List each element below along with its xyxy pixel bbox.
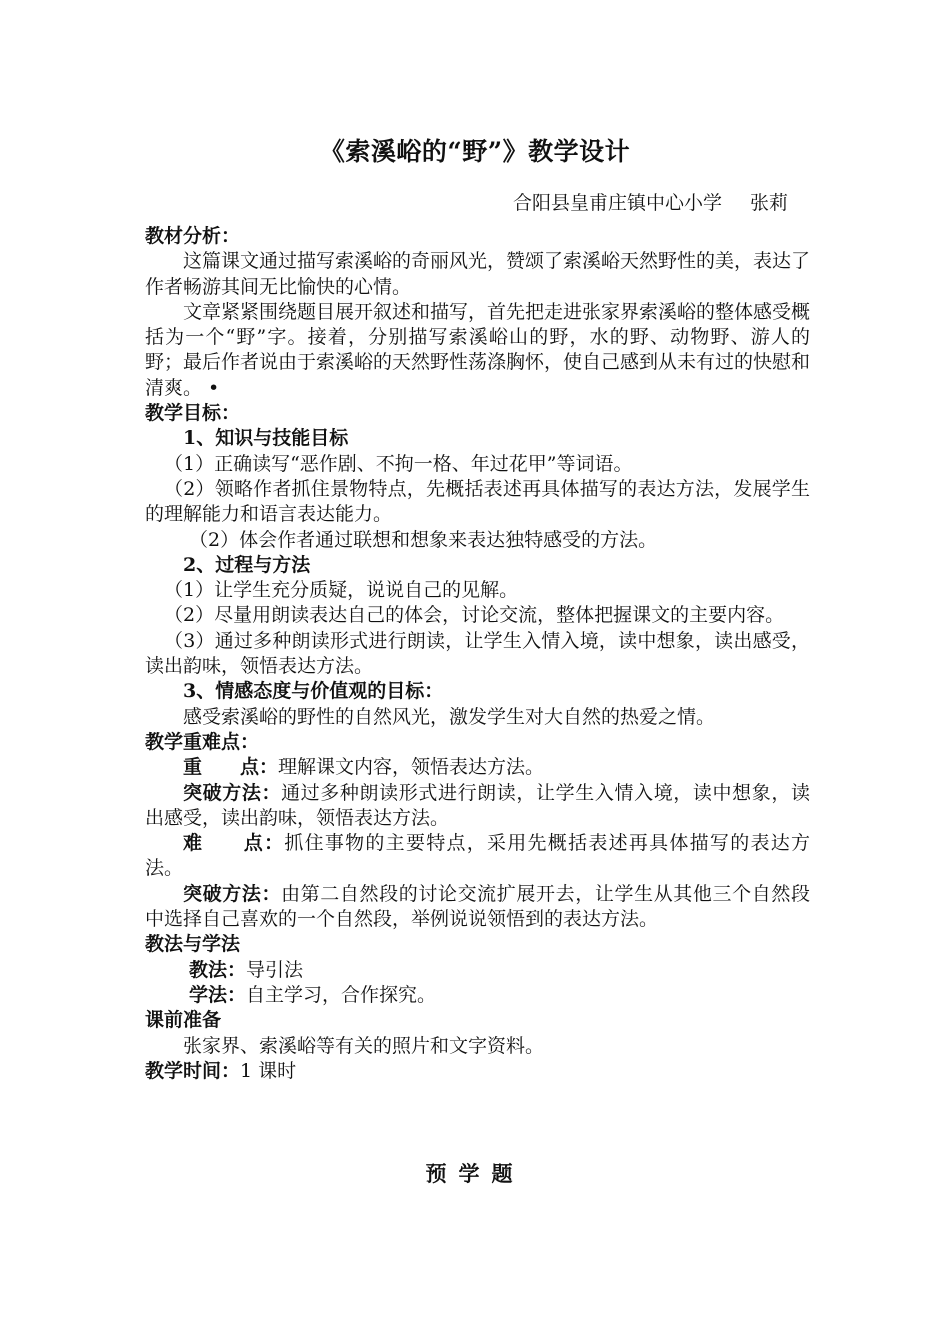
goal2-item-c: （3）通过多种朗读形式进行朗读，让学生入情入境，读中想象，读出感受，读出韵味，领悟表达方法。 [145, 629, 810, 678]
preview-questions-heading: 预学题 [425, 1161, 525, 1186]
key-point-text: 理解课文内容，领悟表达方法。 [278, 756, 545, 779]
goal3-heading: 3、情感态度与价值观的目标： [183, 680, 444, 703]
goals-heading: 教学目标： [145, 402, 241, 425]
goal2-heading: 2、过程与方法 [183, 553, 311, 576]
preparation-text: 张家界、索溪峪等有关的照片和文字资料。 [183, 1034, 545, 1057]
document-title: 《索溪峪的“野”》教学设计 [319, 137, 631, 166]
breakthrough-1-text: 通过多种朗读形式进行朗读，让学生入情入境，读中想象，读出感受，读出韵味，领悟表达方法。 [145, 781, 810, 829]
breakthrough-2-label: 突破方法： [183, 882, 282, 905]
preparation-heading: 课前准备 [145, 1009, 222, 1032]
goal2-item-b: （2）尽量用朗读表达自己的体会，讨论交流，整体把握课文的主要内容。 [164, 604, 785, 627]
breakthrough-2-row [145, 882, 810, 933]
methods-heading: 教法与学法 [145, 933, 241, 956]
teaching-method-label: 教法： [189, 958, 247, 981]
difficulty-text: 抓住事物的主要特点，采用先概括表述再具体描写的表达方法。 [145, 832, 810, 880]
difficulty-row [145, 831, 810, 882]
analysis-paragraph-1: 这篇课文通过描写索溪峪的奇丽风光，赞颂了索溪峪天然野性的美，表达了作者畅游其间无比愉快的心情。 [145, 250, 811, 298]
goal2-item-a: （1）让学生充分质疑，说说自己的见解。 [164, 579, 519, 602]
analysis-paragraph-2: 文章紧紧围绕题目展开叙述和描写，首先把走进张家界索溪峪的整体感受概括为一个“野”字。接着，分别描写索溪峪山的野，水的野、动物野、游人的野；最后作者说由于索溪峪的天然野性荡涤胸怀，使自己感到从未有过的快慰和清爽。 • [145, 300, 811, 399]
teaching-method-text: 导引法 [246, 958, 304, 981]
goal1-item-a: （1）正确读写“恶作剧、不拘一格、年过花甲”等词语。 [164, 452, 633, 475]
analysis-heading: 教材分析： [145, 225, 241, 247]
teaching-time-row [145, 1059, 810, 1084]
teaching-time-label: 教学时间： [145, 1059, 241, 1082]
difficulty-label: 难 点： [183, 832, 285, 855]
learning-method-label: 学法： [189, 983, 247, 1006]
teaching-time-text: 1 课时 [240, 1059, 297, 1082]
learning-method-row [145, 983, 810, 1008]
key-point-label: 重 点： [183, 756, 279, 779]
breakthrough-1-row [145, 781, 810, 832]
teaching-method-row [145, 958, 810, 983]
goal1-item-b: （2）领略作者抓住景物特点，先概括表述再具体描写的表达方法，发展学生的理解能力和语言表达能力。 [145, 477, 810, 526]
author-line [513, 188, 788, 215]
goal1-heading: 1、知识与技能目标 [183, 427, 349, 450]
breakthrough-2-text: 由第二自然段的讨论交流扩展开去，让学生从其他三个自然段中选择自己喜欢的一个自然段，举例说说领悟到的表达方法。 [145, 882, 810, 931]
key-point-row [145, 755, 810, 780]
goal3-item-a: 感受索溪峪的野性的自然风光，激发学生对大自然的热爱之情。 [183, 705, 716, 728]
author-name: 张莉 [749, 192, 788, 214]
key-points-heading: 教学重难点： [145, 730, 260, 753]
school-name: 合阳县皇甫庄镇中心小学 [512, 192, 722, 214]
learning-method-text: 自主学习，合作探究。 [246, 983, 437, 1006]
breakthrough-1-label: 突破方法： [183, 781, 282, 804]
goal1-item-c: （2）体会作者通过联想和想象来表达独特感受的方法。 [189, 528, 658, 551]
document-body [145, 224, 810, 1084]
